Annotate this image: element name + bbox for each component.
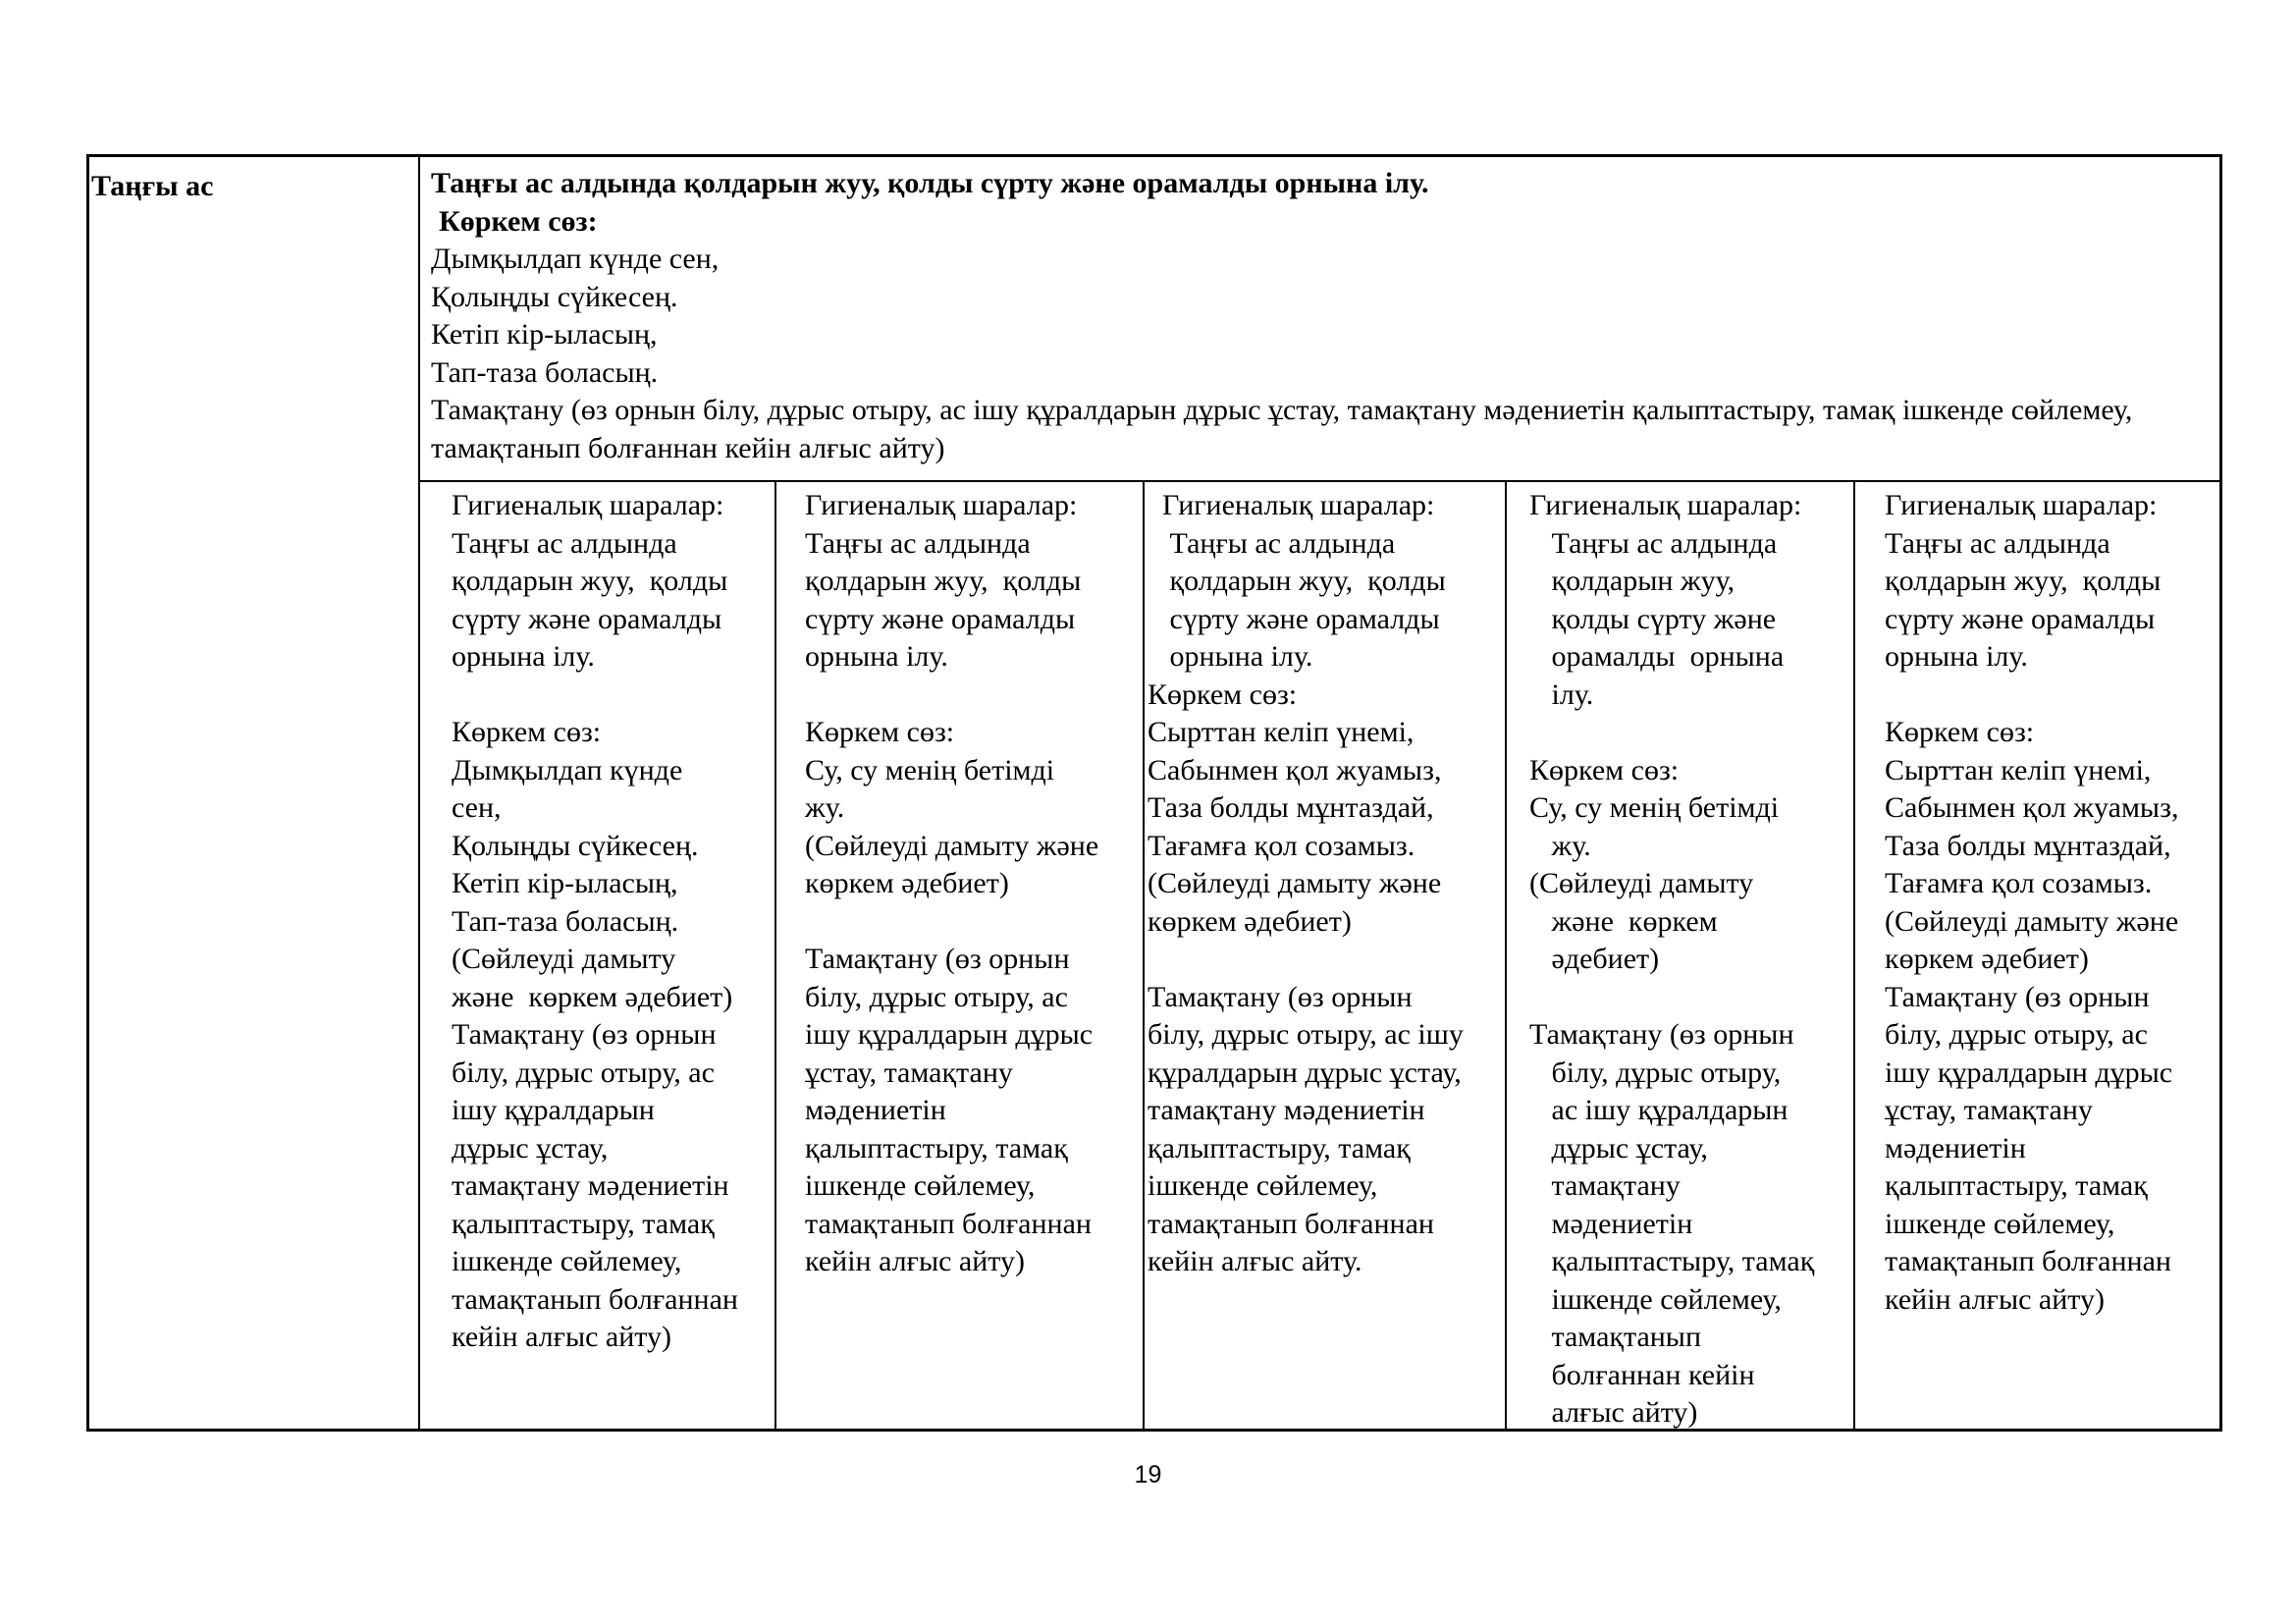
day-text-line: Сырттан келіп үнемі, bbox=[1885, 753, 2152, 786]
day-text-line: Тамақтану (өз орнын bbox=[1529, 1018, 1794, 1051]
day-text-line: Таңғы ас алдында bbox=[1148, 526, 1396, 560]
day-text-line: Тамақтану (өз орнын bbox=[1885, 980, 2150, 1013]
day-column-5 bbox=[1855, 482, 2219, 1429]
day-text-line: кейін алғыс айту. bbox=[1148, 1245, 1362, 1277]
day-text-line: тамақтанып болғаннан bbox=[805, 1207, 1092, 1240]
day-text-line: тамақтанып bbox=[1529, 1321, 1702, 1353]
day-text-line: Көркем сөз: bbox=[452, 716, 602, 748]
day-text-line: ішкенде сөйлемеу, bbox=[1148, 1169, 1378, 1202]
day-text-line: Су, су менің бетімді bbox=[1529, 791, 1780, 824]
day-text-line: Көркем сөз: bbox=[1529, 753, 1680, 786]
day-text-line: қолды сүрту және bbox=[1529, 602, 1777, 635]
day-text-line: Кетіп кір-ыласың, bbox=[452, 867, 678, 899]
day-text-line: құралдарын дұрыс ұстау, bbox=[1148, 1056, 1462, 1089]
day-text-line: мәдениетін bbox=[1885, 1131, 2026, 1164]
schedule-table bbox=[86, 154, 2222, 1432]
day-text-line: (Сөйлеуді дамыту және bbox=[1148, 867, 1442, 899]
poem-line: Дымқылдап күнде сен, bbox=[431, 243, 720, 275]
day-text-line: қалыптастыру, тамақ bbox=[1885, 1169, 2148, 1202]
day-text-line: ішкенде сөйлемеу, bbox=[1529, 1282, 1782, 1316]
day-text-line: ішкенде сөйлемеу, bbox=[1885, 1207, 2115, 1240]
day-text-line: ішу құралдарын дұрыс bbox=[1885, 1056, 2173, 1089]
day-text-line: (Сөйлеуді дамыту және bbox=[805, 829, 1099, 862]
day-text-line: орнына ілу. bbox=[1148, 640, 1313, 673]
day-text-line: қалыптастыру, тамақ bbox=[1148, 1131, 1411, 1164]
poem-line: Тап-таза боласың. bbox=[431, 355, 659, 389]
day-text-line: және көркем bbox=[1529, 904, 1718, 938]
day-text-line: орнына ілу. bbox=[1885, 640, 2028, 673]
day-text-line: Көркем сөз: bbox=[805, 716, 955, 748]
day-text-line: Гигиеналық шаралар: bbox=[452, 489, 724, 521]
day-text-line: Тамақтану (өз орнын bbox=[452, 1018, 717, 1051]
day-text-line: дұрыс ұстау, bbox=[1529, 1131, 1708, 1164]
day-text-line: әдебиет) bbox=[1529, 943, 1660, 975]
header-cell bbox=[420, 157, 2219, 482]
day-text-line: Дымқылдап күнде bbox=[452, 753, 683, 786]
day-text-line: мәдениетін bbox=[805, 1094, 946, 1126]
day-column-4 bbox=[1507, 482, 1855, 1429]
day-text-line: ішкенде сөйлемеу, bbox=[805, 1169, 1036, 1202]
day-text-line: білу, дұрыс отыру, ас bbox=[452, 1056, 715, 1089]
day-text-line: болғаннан кейін bbox=[1529, 1358, 1755, 1391]
day-text-line: ұстау, тамақтану bbox=[1885, 1094, 2093, 1126]
day-text-line: (Сөйлеуді дамыту және bbox=[1885, 904, 2179, 938]
day-text-line: білу, дұрыс отыру, bbox=[1529, 1056, 1782, 1089]
day-text-line: ішкенде сөйлемеу, bbox=[452, 1245, 682, 1277]
day-text-line: білу, дұрыс отыру, ас bbox=[1885, 1018, 2148, 1051]
day-text-line: қалыптастыру, тамақ bbox=[452, 1207, 715, 1240]
day-text-line: орамалды орнына bbox=[1529, 640, 1785, 673]
day-text-line: Таңғы ас алдында bbox=[1529, 526, 1778, 560]
day-text-line: Таза болды мұнтаздай, bbox=[1148, 791, 1434, 824]
day-text-line: қолдарын жуу, қолды bbox=[1148, 565, 1446, 597]
day-text-line bbox=[1885, 677, 2219, 715]
day-text-line: Сабынмен қол жуамыз, bbox=[1885, 791, 2179, 824]
day-text-line: қолдарын жуу, қолды bbox=[452, 565, 728, 597]
day-text-line bbox=[805, 903, 1143, 942]
day-text-line bbox=[1148, 941, 1505, 979]
row-label: Таңғы ас bbox=[89, 157, 420, 1429]
day-text-line: кейін алғыс айту) bbox=[452, 1321, 671, 1353]
day-text-line: Гигиеналық шаралар: bbox=[1885, 489, 2158, 521]
day-text-line: Тамақтану (өз орнын bbox=[1148, 980, 1413, 1013]
day-text-line: көркем әдебиет) bbox=[1885, 943, 2089, 975]
day-text-line: жу. bbox=[805, 791, 845, 824]
day-text-line: сүрту және орамалды bbox=[1148, 602, 1440, 635]
day-text-line: Қолыңды сүйкесең. bbox=[452, 829, 699, 862]
day-text-line: Таңғы ас алдында bbox=[1885, 526, 2110, 560]
day-text-line bbox=[805, 677, 1143, 715]
day-text-line: ілу. bbox=[1529, 677, 1594, 711]
day-text-line: орнына ілу. bbox=[452, 640, 595, 673]
day-text-line: Гигиеналық шаралар: bbox=[1529, 489, 1802, 521]
day-text-line: сүрту және орамалды bbox=[1885, 602, 2156, 635]
day-text-line: білу, дұрыс отыру, ас bbox=[805, 980, 1068, 1013]
day-text-line: Гигиеналық шаралар: bbox=[805, 489, 1078, 521]
day-text-line: жу. bbox=[1529, 829, 1591, 862]
day-text-line: Гигиеналық шаралар: bbox=[1148, 489, 1435, 521]
meals-text: Тамақтану (өз орнын білу, дұрыс отыру, ас ішу құралдарын дұрыс ұстау, тамақтану мәдениетін қалыптастыру, тамақ ішкенде сөйлемеу, тамақтанып болғаннан кейін алғыс айту) bbox=[431, 394, 2133, 464]
day-text-line: Тағамға қол созамыз. bbox=[1885, 867, 2153, 899]
day-text-line: Тамақтану (өз орнын bbox=[805, 943, 1070, 975]
day-column-2 bbox=[776, 482, 1145, 1429]
day-text-line bbox=[1529, 979, 1853, 1017]
day-text-line: тамақтанып болғаннан bbox=[452, 1282, 738, 1316]
day-text-line: тамақтанып болғаннан bbox=[1885, 1245, 2171, 1277]
day-text-line: сүрту және орамалды bbox=[805, 602, 1076, 635]
day-text-line: Су, су менің бетімді bbox=[805, 753, 1055, 786]
day-text-line: Көркем сөз: bbox=[1148, 677, 1298, 711]
day-text-line: қолдарын жуу, bbox=[1529, 565, 1735, 597]
day-text-line: ұстау, тамақтану bbox=[805, 1056, 1013, 1089]
day-text-line: Көркем сөз: bbox=[1885, 716, 2035, 748]
day-text-line: орнына ілу. bbox=[805, 640, 948, 673]
page-number: 19 bbox=[1134, 1461, 1162, 1489]
day-text-line: дұрыс ұстау, bbox=[452, 1131, 609, 1164]
day-text-line: Сырттан келіп үнемі, bbox=[1148, 716, 1415, 748]
day-text-line: Тап-таза боласың. bbox=[452, 904, 679, 938]
day-text-line: Таңғы ас алдында bbox=[452, 526, 677, 560]
day-text-line: қалыптастыру, тамақ bbox=[805, 1131, 1068, 1164]
artword-title: Көркем сөз: bbox=[439, 204, 598, 238]
day-text-line: Сабынмен қол жуамыз, bbox=[1148, 753, 1442, 786]
day-text-line: кейін алғыс айту) bbox=[1885, 1282, 2105, 1316]
day-text-line: ас ішу құралдарын bbox=[1529, 1094, 1789, 1126]
day-text-line: сен, bbox=[452, 791, 502, 824]
poem-line: Қолыңды сүйкесең. bbox=[431, 280, 678, 313]
day-text-line: көркем әдебиет) bbox=[1148, 904, 1352, 938]
day-text-line: сүрту және орамалды bbox=[452, 602, 722, 635]
day-text-line: ішу құралдарын bbox=[452, 1094, 655, 1126]
poem-line: Кетіп кір-ыласың, bbox=[431, 318, 658, 351]
day-text-line: алғыс айту) bbox=[1529, 1396, 1698, 1429]
day-text-line: және көркем әдебиет) bbox=[452, 980, 733, 1013]
day-text-line: тамақтану bbox=[1529, 1169, 1681, 1202]
day-text-line: Таңғы ас алдында bbox=[805, 526, 1031, 560]
day-text-line: қолдарын жуу, қолды bbox=[805, 565, 1082, 597]
day-text-line bbox=[452, 677, 774, 715]
day-text-line: білу, дұрыс отыру, ас ішу bbox=[1148, 1018, 1464, 1051]
day-text-line: мәдениетін bbox=[1529, 1207, 1693, 1240]
header-title: Таңғы ас алдында қолдарын жуу, қолды сүрту және орамалды орнына ілу. bbox=[431, 167, 1429, 199]
day-text-line: тамақтану мәдениетін bbox=[1148, 1094, 1425, 1126]
day-column-1 bbox=[420, 482, 776, 1429]
day-text-line: ішу құралдарын дұрыс bbox=[805, 1018, 1094, 1051]
day-text-line: Тағамға қол созамыз. bbox=[1148, 829, 1415, 862]
day-text-line: тамақтану мәдениетін bbox=[452, 1169, 729, 1202]
day-text-line: Таза болды мұнтаздай, bbox=[1885, 829, 2171, 862]
day-text-line: қалыптастыру, тамақ bbox=[1529, 1245, 1815, 1277]
day-text-line: қолдарын жуу, қолды bbox=[1885, 565, 2162, 597]
day-text-line: (Сөйлеуді дамыту bbox=[1529, 867, 1754, 899]
day-text-line bbox=[1529, 714, 1853, 752]
day-text-line: кейін алғыс айту) bbox=[805, 1245, 1025, 1277]
day-text-line: (Сөйлеуді дамыту bbox=[452, 943, 676, 975]
day-text-line: тамақтанып болғаннан bbox=[1148, 1207, 1434, 1240]
day-text-line: көркем әдебиет) bbox=[805, 867, 1009, 899]
day-column-3 bbox=[1145, 482, 1507, 1429]
